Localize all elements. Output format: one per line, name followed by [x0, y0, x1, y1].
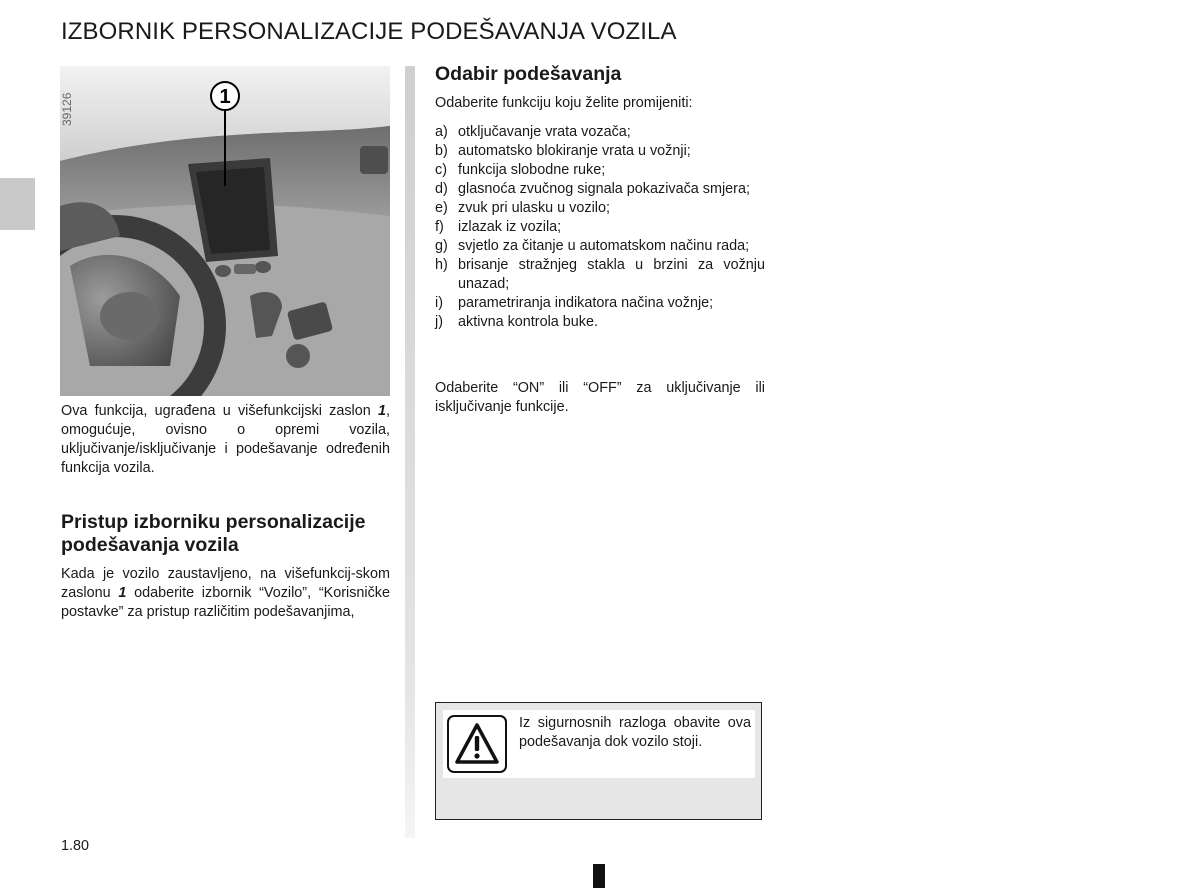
option-text: parametriranja indikatora načina vožnje; [458, 295, 714, 311]
option-letter: j) [435, 314, 443, 330]
option-letter: f) [435, 219, 444, 235]
access-text-start: Kada je vozilo zaustavljeno, na višefunkcij-skom zaslonu [61, 566, 390, 601]
list-item [435, 123, 765, 142]
list-item [435, 161, 765, 180]
option-letter: b) [435, 143, 448, 159]
option-text: zvuk pri ulasku u vozilo; [458, 200, 610, 216]
warning-text: Iz sigurnosnih razloga obavite ova podešavanja dok vozilo stoji. [519, 715, 751, 750]
warning-box [435, 702, 762, 820]
list-item [435, 142, 765, 161]
intro-text-end: , omogućuje, ovisno o opremi vozila, uključivanje/isključivanje i podešavanje određenih funkcija vozila. [61, 403, 390, 476]
option-letter: i) [435, 295, 443, 311]
warning-content [443, 710, 755, 778]
access-text-end: odaberite izbornik “Vozilo”, “Korisničke postavke” za pristup različitim podešavanjima, [61, 585, 390, 620]
column-separator [405, 66, 415, 838]
option-letter: e) [435, 200, 448, 216]
warning-icon-frame [447, 715, 507, 773]
crop-mark [593, 864, 605, 888]
option-letter: d) [435, 181, 448, 197]
dashboard-drawing [60, 66, 390, 396]
option-letter: g) [435, 238, 448, 254]
page-number: 1.80 [61, 838, 90, 854]
option-text: funkcija slobodne ruke; [458, 162, 606, 178]
callout-number: 1 [219, 86, 231, 108]
option-letter: a) [435, 124, 448, 140]
option-text: aktivna kontrola buke. [458, 314, 598, 330]
select-heading: Odabir podešavanja [435, 63, 622, 85]
option-text: izlazak iz vozila; [458, 219, 562, 235]
warning-triangle-icon [453, 721, 501, 767]
list-item [435, 256, 765, 294]
intro-text-start: Ova funkcija, ugrađena u višefunkcijski zaslon [61, 403, 378, 419]
intro-paragraph [61, 402, 390, 478]
option-letter: c) [435, 162, 447, 178]
settings-option-list [435, 123, 765, 332]
intro-screen-ref: 1 [377, 403, 386, 419]
option-text: svjetlo za čitanje u automatskom načinu rada; [458, 238, 750, 254]
access-screen-ref: 1 [118, 585, 127, 601]
option-letter: h) [435, 257, 448, 273]
option-text: otključavanje vrata vozača; [458, 124, 631, 140]
on-off-paragraph: Odaberite “ON” ili “OFF” za uključivanje ili isključivanje funkcije. [435, 380, 765, 415]
list-item [435, 218, 765, 237]
select-paragraph: Odaberite funkciju koju želite promijeniti: [435, 95, 693, 111]
list-item [435, 237, 765, 256]
image-code: 39126 [60, 92, 74, 126]
page-title: IZBORNIK PERSONALIZACIJE PODEŠAVANJA VOZILA [61, 18, 677, 45]
list-item [435, 294, 765, 313]
option-text: automatsko blokiranje vrata u vožnji; [458, 143, 691, 159]
dashboard-illustration [60, 66, 390, 396]
access-heading: Pristup izborniku personalizacije podešavanja vozila [61, 511, 366, 556]
chapter-tab [0, 178, 35, 230]
list-item [435, 180, 765, 199]
list-item [435, 199, 765, 218]
option-text: brisanje stražnjeg stakla u brzini za vožnju unazad; [458, 257, 765, 292]
option-text: glasnoća zvučnog signala pokazivača smjera; [458, 181, 750, 197]
access-paragraph [61, 565, 390, 622]
list-item [435, 313, 765, 332]
